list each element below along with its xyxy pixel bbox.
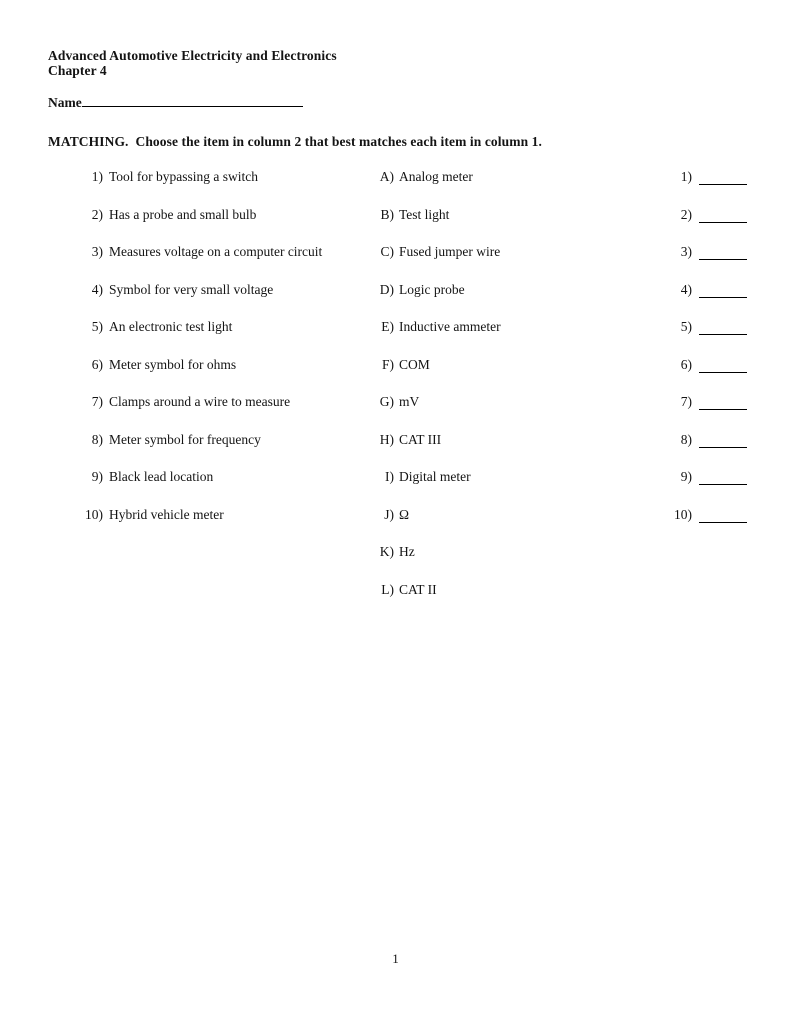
- option-letter: H): [379, 431, 394, 447]
- name-row: [48, 92, 747, 110]
- answer-cell: [666, 207, 747, 223]
- option-cell: [370, 207, 660, 223]
- option-text: COM: [399, 356, 430, 372]
- answer-blank-line: [699, 471, 747, 485]
- document-header: [48, 48, 747, 78]
- question-number: 6): [91, 356, 103, 372]
- option-cell: [370, 432, 660, 448]
- question-text: Clamps around a wire to measure: [109, 394, 291, 409]
- option-letter: E): [381, 319, 394, 334]
- option-cell: [370, 282, 660, 298]
- answer-number: 1): [680, 169, 692, 184]
- question-number: 9): [91, 469, 103, 484]
- option-cell: [370, 507, 660, 523]
- option-letter: D): [379, 281, 394, 297]
- answer-cell: [666, 244, 747, 260]
- option-cell: [370, 544, 660, 560]
- matching-row: [48, 544, 747, 582]
- option-letter: F): [381, 356, 394, 372]
- answer-number: 9): [680, 469, 692, 484]
- question-cell: [48, 432, 370, 448]
- question-number: 5): [91, 319, 103, 334]
- question-text: An electronic test light: [109, 319, 233, 334]
- option-letter: C): [380, 244, 394, 259]
- question-cell: [48, 169, 370, 185]
- name-blank-line: [82, 92, 303, 107]
- answer-number: 6): [680, 356, 692, 372]
- option-text: Ω: [399, 506, 410, 522]
- question-cell: [48, 357, 370, 373]
- answer-number: 5): [680, 319, 692, 334]
- answer-cell: [666, 357, 747, 373]
- answer-number: 2): [680, 206, 692, 222]
- option-text: Logic probe: [399, 281, 465, 297]
- question-number: 2): [91, 206, 103, 222]
- option-text: Hz: [399, 544, 415, 559]
- option-letter: L): [381, 581, 394, 597]
- page-number: 1: [392, 951, 399, 966]
- chapter-subtitle: Chapter 4: [48, 63, 107, 78]
- answer-blank-line: [699, 434, 747, 448]
- answer-number: 8): [680, 431, 692, 447]
- option-cell: [370, 469, 660, 485]
- question-number: 1): [91, 169, 103, 184]
- matching-section: [48, 169, 747, 619]
- question-text: Measures voltage on a computer circuit: [109, 244, 323, 259]
- question-text: Has a probe and small bulb: [109, 206, 257, 222]
- answer-cell: [666, 394, 747, 410]
- question-cell: [48, 507, 370, 523]
- answer-cell: [666, 469, 747, 485]
- option-text: CAT III: [399, 431, 442, 447]
- question-cell: [48, 469, 370, 485]
- matching-row: [48, 207, 747, 245]
- answer-blank-line: [699, 209, 747, 223]
- question-text: Hybrid vehicle meter: [109, 506, 224, 522]
- option-letter: J): [384, 506, 394, 522]
- question-cell: [48, 207, 370, 223]
- option-cell: [370, 394, 660, 410]
- matching-row: [48, 357, 747, 395]
- question-cell: [48, 394, 370, 410]
- answer-cell: [666, 282, 747, 298]
- answer-cell: [666, 507, 747, 523]
- question-cell: [48, 319, 370, 335]
- name-label: Name: [48, 95, 82, 110]
- answer-blank-line: [699, 359, 747, 373]
- option-letter: G): [379, 394, 394, 409]
- question-number: 3): [91, 244, 103, 259]
- answer-blank-line: [699, 171, 747, 185]
- matching-row: [48, 282, 747, 320]
- answer-cell: [666, 432, 747, 448]
- matching-row: [48, 582, 747, 620]
- option-text: mV: [399, 394, 420, 409]
- option-letter: I): [385, 469, 394, 484]
- option-letter: B): [380, 206, 394, 222]
- answer-blank-line: [699, 321, 747, 335]
- answer-cell: [666, 169, 747, 185]
- question-number: 7): [91, 394, 103, 409]
- question-text: Meter symbol for ohms: [109, 356, 237, 372]
- option-cell: [370, 582, 660, 598]
- option-text: Digital meter: [399, 469, 471, 484]
- question-cell: [48, 282, 370, 298]
- page-title: Advanced Automotive Electricity and Electronics: [48, 48, 337, 63]
- question-cell: [48, 244, 370, 260]
- answer-blank-line: [699, 284, 747, 298]
- answer-number: 3): [680, 244, 692, 259]
- answer-blank-line: [699, 246, 747, 260]
- answer-number: 7): [680, 394, 692, 409]
- option-text: Inductive ammeter: [399, 319, 501, 334]
- option-cell: [370, 244, 660, 260]
- matching-row: [48, 244, 747, 282]
- option-text: Fused jumper wire: [399, 244, 501, 259]
- option-text: CAT II: [399, 581, 437, 597]
- matching-row: [48, 469, 747, 507]
- matching-row: [48, 394, 747, 432]
- option-cell: [370, 319, 660, 335]
- option-text: Analog meter: [399, 169, 473, 184]
- question-number: 4): [91, 281, 103, 297]
- answer-number: 4): [680, 281, 692, 297]
- matching-row: [48, 319, 747, 357]
- question-text: Tool for bypassing a switch: [109, 169, 259, 184]
- matching-row: [48, 432, 747, 470]
- option-text: Test light: [399, 206, 450, 222]
- answer-blank-line: [699, 396, 747, 410]
- question-text: Black lead location: [109, 469, 214, 484]
- question-number: 10): [85, 506, 103, 522]
- matching-row: [48, 169, 747, 207]
- question-number: 8): [91, 431, 103, 447]
- answer-blank-line: [699, 509, 747, 523]
- option-cell: [370, 357, 660, 373]
- option-letter: K): [379, 544, 394, 559]
- matching-instructions: MATCHING. Choose the item in column 2 that best matches each item in column 1.: [48, 134, 542, 149]
- question-text: Symbol for very small voltage: [109, 281, 274, 297]
- option-letter: A): [379, 169, 394, 184]
- answer-number: 10): [674, 506, 692, 522]
- option-cell: [370, 169, 660, 185]
- question-text: Meter symbol for frequency: [109, 431, 261, 447]
- answer-cell: [666, 319, 747, 335]
- matching-row: [48, 507, 747, 545]
